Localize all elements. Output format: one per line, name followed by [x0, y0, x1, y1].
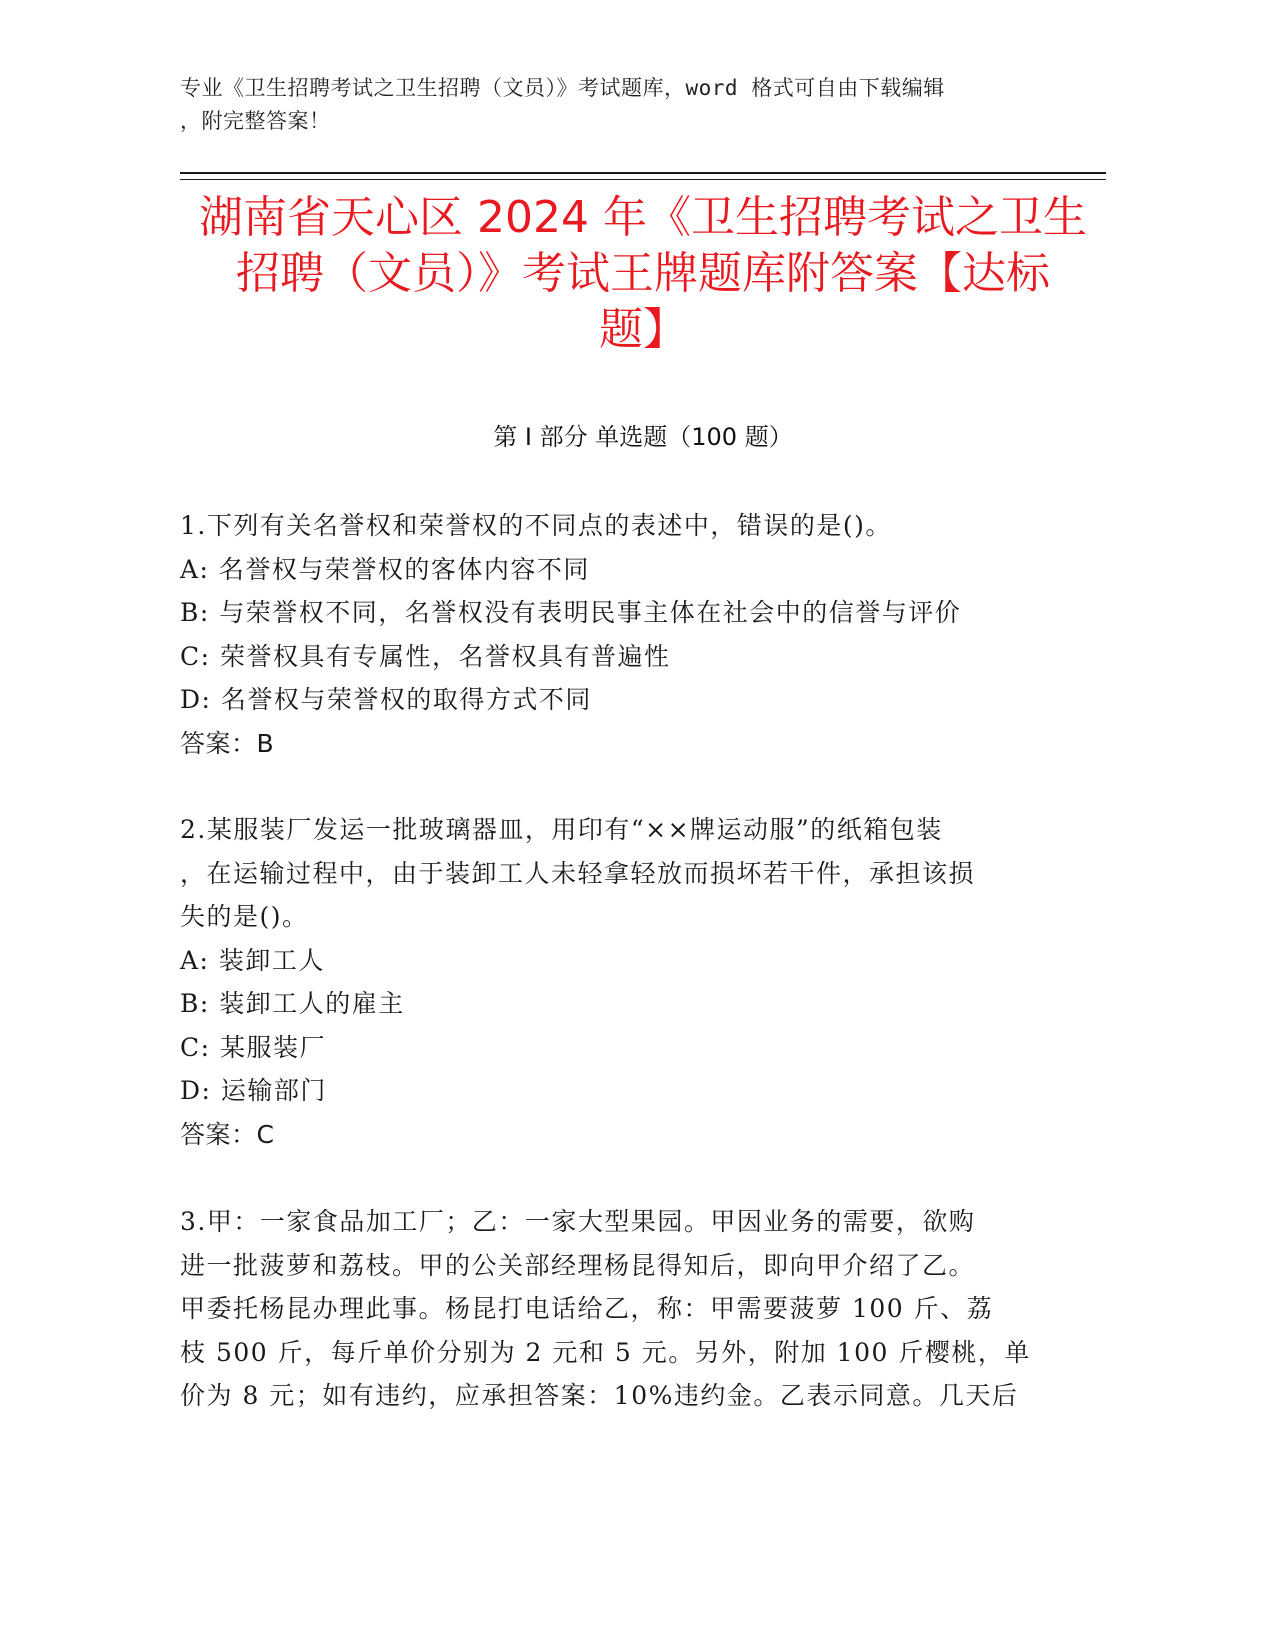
option-c: C: 荣誉权具有专属性，名誉权具有普遍性	[180, 641, 671, 671]
header-note	[180, 72, 1060, 138]
title-line: 湖南省天心区 2024 年《卫生招聘考试之卫生	[199, 192, 1087, 243]
option-d: D: 名誉权与荣誉权的取得方式不同	[180, 685, 592, 714]
header-rule	[180, 172, 1106, 174]
document-title	[170, 190, 1116, 358]
question-stem: 进一批菠萝和荔枝。甲的公关部经理杨昆得知后，即向甲介绍了乙。	[180, 1250, 976, 1280]
question-stem: 枝 500 斤，每斤单价分别为 2 元和 5 元。另外，附加 100 斤樱桃，单	[180, 1337, 1031, 1367]
question-stem: ，在运输过程中，由于装卸工人未轻拿轻放而损坏若干件，承担该损	[180, 858, 976, 888]
option-d: D: 运输部门	[180, 1076, 327, 1105]
option-c: C: 某服装厂	[180, 1032, 326, 1062]
option-a: A: 名誉权与荣誉权的客体内容不同	[180, 554, 590, 584]
question-stem: 价为 8 元；如有违约，应承担答案：10%违约金。乙表示同意。几天后	[180, 1381, 1019, 1410]
option-b: B: 装卸工人的雇主	[180, 989, 405, 1018]
question-1	[180, 504, 1040, 765]
question-stem: 甲委托杨昆办理此事。杨昆打电话给乙，称：甲需要菠萝 100 斤、荔	[180, 1294, 994, 1323]
question-3	[180, 1200, 1040, 1418]
answer: 答案：C	[180, 1119, 275, 1149]
title-line: 招聘（文员）》考试王牌题库附答案【达标	[236, 248, 1050, 299]
question-stem: 失的是()。	[180, 902, 309, 931]
question-stem: 3.甲：一家食品加工厂；乙：一家大型果园。甲因业务的需要，欲购	[180, 1207, 976, 1236]
title-line: 题】	[599, 304, 687, 355]
header-note-line: ，附完整答案！	[180, 109, 331, 133]
header-rule-thin	[180, 179, 1106, 180]
answer: 答案：B	[180, 728, 275, 758]
option-b: B: 与荣誉权不同，名誉权没有表明民事主体在社会中的信誉与评价	[180, 598, 962, 627]
header-note-line: 专业《卫生招聘考试之卫生招聘（文员）》考试题库，word 格式可自由下载编辑	[180, 76, 945, 100]
question-2	[180, 808, 1040, 1156]
question-stem: 1.下列有关名誉权和荣誉权的不同点的表述中，错误的是()。	[180, 511, 892, 540]
option-a: A: 装卸工人	[180, 945, 325, 975]
question-stem: 2.某服装厂发运一批玻璃器皿，用印有“××牌运动服”的纸箱包装	[180, 815, 943, 844]
section-heading: 第 I 部分 单选题（100 题）	[493, 423, 793, 451]
